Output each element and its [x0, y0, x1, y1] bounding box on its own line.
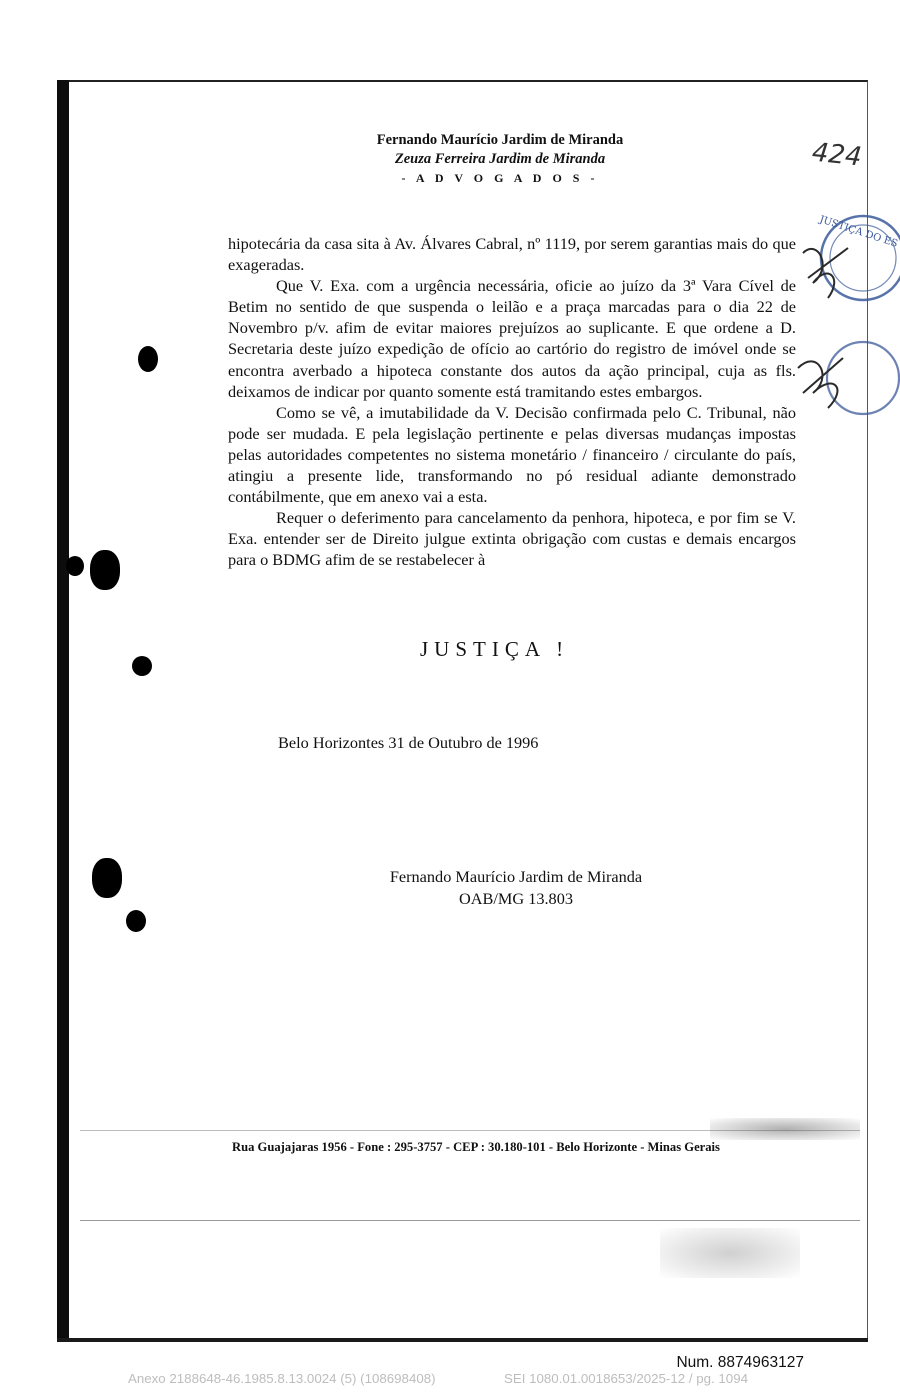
punch-hole-2 [66, 556, 84, 576]
svg-text:JUSTIÇA DO ES: JUSTIÇA DO ES [818, 214, 899, 250]
paragraph-2: Que V. Exa. com a urgência necessária, oficie ao juízo da 3ª Vara Cível de Betim no sentido de que suspenda o leilão e a praça marcadas para o dia 22 de Novembro p/v. afim de evitar maiores prejuízos ao suplicante. E que ordene a D. Secretaria deste juízo expedição de ofício ao cartório do registro de imóvel onde se encontra averbado a hipoteca constante dos autos da ação principal, cuja as fls. deixamos de indicar por quanto somente está tramitando estes embargos. [228, 276, 796, 401]
bottom-smudge [660, 1228, 800, 1278]
letter-body [228, 233, 796, 571]
annex-reference: Anexo 2188648-46.1985.8.13.0024 (5) (108698408) [128, 1371, 436, 1386]
letterhead [330, 131, 670, 188]
document-number: Num. 8874963127 [676, 1354, 804, 1371]
punch-hole-3 [90, 550, 120, 590]
letterhead-subtitle: - A D V O G A D O S - [401, 171, 599, 185]
paragraph-1: hipotecária da casa sita à Av. Álvares Cabral, nº 1119, por serem garantias mais do que exageradas. [228, 234, 796, 275]
punch-hole-1 [138, 346, 158, 372]
footer-smudge [710, 1118, 860, 1140]
place-date: Belo Horizontes 31 de Outubro de 1996 [278, 733, 539, 752]
punch-hole-6 [126, 910, 146, 932]
scan-bottom-edge [57, 1338, 868, 1342]
letterhead-name-1: Fernando Maurício Jardim de Miranda [376, 132, 624, 148]
paragraph-4: Requer o deferimento para cancelamento da penhora, hipoteca, e por fim se V. Exa. entender ser de Direito julgue extinta obrigação com custas e demais encargos para o BDMG afim de se restabelecer à [228, 508, 796, 570]
paragraph-3: Como se vê, a imutabilidade da V. Decisão confirmada pelo C. Tribunal, não pode ser mudada. E pela legislação pertinente e pelas diversas mudanças impostas pelas autoridades competentes no sistema monetário / financeiro / circulante do país, atingiu a presente lide, transformando no pó residual adiante demonstrado contábilmente, que em anexo vai a esta. [228, 402, 796, 507]
bottom-rule [80, 1220, 860, 1221]
scan-left-edge [57, 80, 69, 1342]
justica-heading: JUSTIÇA ! [420, 637, 570, 661]
signer-oab: OAB/MG 13.803 [459, 888, 573, 908]
sei-reference: SEI 1080.01.0018653/2025-12 / pg. 1094 [504, 1371, 748, 1386]
signature-block [366, 866, 666, 909]
signer-name: Fernando Maurício Jardim de Miranda [389, 867, 643, 886]
folio-mark: 424 [810, 137, 864, 173]
letterhead-name-2: Zeuza Ferreira Jardim de Miranda [394, 151, 606, 167]
punch-hole-4 [132, 656, 152, 676]
punch-hole-5 [92, 858, 122, 898]
footer-address: Rua Guajajaras 1956 - Fone : 295-3757 - CEP : 30.180-101 - Belo Horizonte - Minas Gerais [232, 1140, 720, 1154]
